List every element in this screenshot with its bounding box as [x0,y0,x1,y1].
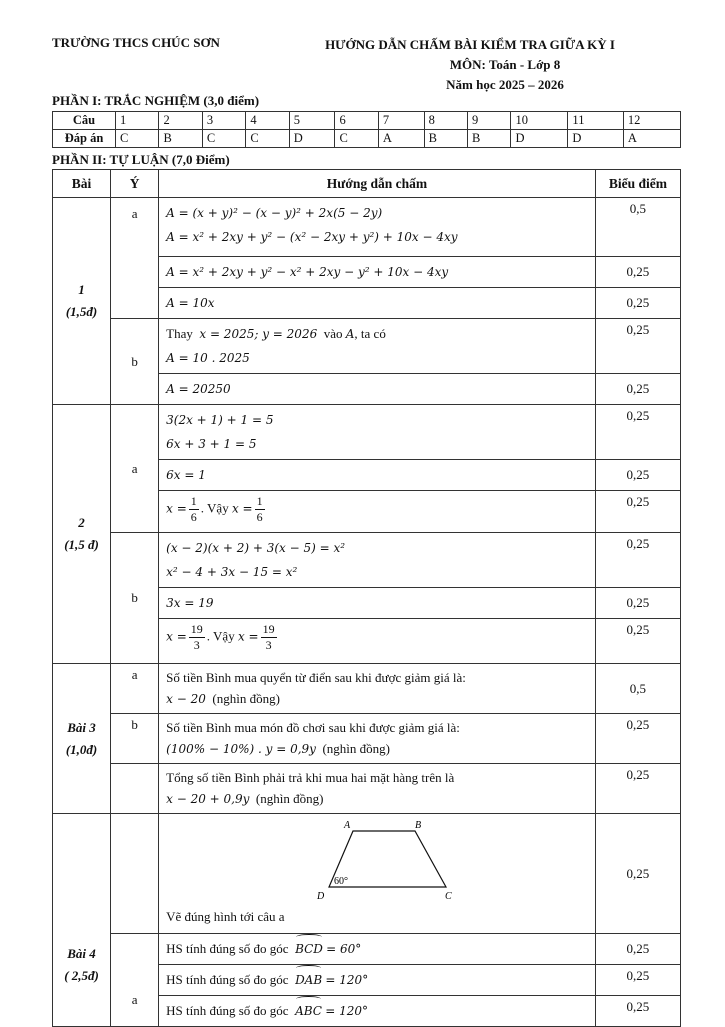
problem-points: (1,5đ) [65,304,98,319]
grading-header-row [53,170,681,198]
point-value: 0,25 [595,533,680,588]
answer-value: B [468,130,511,148]
vertex-a-label: A [344,820,351,831]
fraction-numerator: 19 [190,622,203,636]
point-value: 0,25 [595,257,680,288]
math-line: A = 10x [166,296,215,310]
text-line: Vẽ đúng hình tới câu a [166,909,285,924]
text-fragment: . Vậy [200,500,229,516]
point-value: 0,5 [595,664,680,714]
question-header: Câu [53,112,116,130]
part1-title: PHẦN I: TRẮC NGHIỆM (3,0 điểm) [52,93,260,108]
math-fragment: = 60° [326,942,362,956]
step-cell [159,764,596,814]
answer-key-table [52,111,681,148]
fraction-denominator: 6 [256,510,263,524]
part-a-label: a [111,198,159,319]
answer-value: C [246,130,289,148]
table-row [53,764,681,814]
step-cell [159,714,596,764]
math-line: 3x = 19 [166,596,214,610]
question-number: 7 [378,112,424,130]
point-value: 0,25 [595,319,680,374]
math-line: 3(2x + 1) + 1 = 5 [166,413,274,427]
question-number: 10 [511,112,568,130]
vertex-d-label: D [317,891,325,901]
math-line: A = 20250 [166,382,231,396]
header-y: Ý [111,170,159,198]
math-fragment: = 120° [325,973,369,987]
step-cell [159,198,596,257]
math-line: (x − 2)(x + 2) + 3(x − 5) = x² [166,541,346,555]
problem-4-label [53,814,111,1027]
text-line [166,738,589,760]
question-number: 3 [202,112,245,130]
point-value: 0,25 [595,714,680,764]
answer-value: A [378,130,424,148]
text-line [166,968,589,992]
answer-value: C [335,130,378,148]
question-number: 2 [159,112,202,130]
math-line: A = 10 . 2025 [166,351,250,365]
step-cell [159,257,596,288]
question-number: 12 [623,112,680,130]
empty-cell [111,814,159,934]
step-cell [159,288,596,319]
answer-value: C [202,130,245,148]
question-number: 1 [116,112,159,130]
fraction [261,622,277,653]
table-row [53,533,681,588]
text-fragment: , ta có [354,326,386,341]
text-fragment: HS tính đúng số đo góc [166,1003,289,1018]
table-row [53,319,681,374]
math-fragment: x − 20 [166,692,206,706]
text-line: Số tiền Bình mua món đồ chơi sau khi được giảm giá là: [166,720,460,735]
answer-value: B [159,130,202,148]
text-line [166,937,589,961]
point-value: 0,25 [595,619,680,664]
document-header [300,35,640,95]
step-cell [159,533,596,588]
question-number: 11 [568,112,624,130]
math-fragment: A [345,327,355,341]
answer-value: D [289,130,335,148]
angle-label: 60° [334,876,349,887]
school-name: TRƯỜNG THCS CHÚC SƠN [52,35,220,50]
math-fragment: x − 20 + 0,9y [166,792,250,806]
answer-value: D [568,130,624,148]
text-line: Số tiền Bình mua quyển từ điển sau khi được giảm giá là: [166,670,466,685]
question-row [53,112,681,130]
problem-points: (1,0đ) [65,741,98,757]
question-number: 6 [335,112,378,130]
answer-value: C [116,130,159,148]
math-line: A = (x + y)² − (x − y)² + 2x(5 − 2y) [166,206,383,220]
trapezoid-figure [166,817,589,925]
math-fragment: x = [166,501,187,516]
part2-title: PHẦN II: TỰ LUẬN (7,0 Điểm) [52,152,230,167]
fraction [255,494,265,525]
point-value: 0,25 [595,934,680,965]
answer-header: Đáp án [53,130,116,148]
vertex-c-label: C [445,891,452,901]
math-fragment: = 120° [325,1004,368,1018]
point-value: 0,25 [595,374,680,405]
table-row [53,664,681,714]
fraction-denominator: 3 [193,638,200,652]
angle-symbol: BCD [295,937,323,961]
angle-symbol: DAB [295,968,322,992]
point-value: 0,25 [595,460,680,491]
problem-3-label [53,664,111,814]
math-fragment: x = [166,629,187,644]
point-value: 0,25 [595,996,680,1027]
vertex-b-label: B [415,820,422,831]
angle-symbol: ABC [295,999,322,1023]
subject-line: MÔN: Toán - Lớp 8 [449,57,561,72]
header-guide: Hướng dẫn chấm [159,170,596,198]
text-line [166,322,589,346]
problem-points: (1,5 đ) [64,537,99,552]
problem-number: Bài 3 [67,719,96,735]
text-fragment: vào [323,326,343,341]
trapezoid-diagram [301,819,601,901]
text-fragment: . Vậy [206,628,235,644]
text-line [166,788,589,810]
fraction-numerator: 19 [262,622,275,636]
step-cell [159,664,596,714]
fraction-denominator: 3 [265,638,272,652]
part-a-label: a [111,664,159,714]
point-value: 0,25 [595,288,680,319]
part-b-label: b [111,714,159,764]
part-a-label: a [111,405,159,533]
answer-value: B [424,130,467,148]
math-line: x² − 4 + 3x − 15 = x² [166,565,298,579]
math-fragment: (100% − 10%) . y = 0,9y [166,742,316,756]
problem-1-label [53,198,111,405]
math-fragment: x = [231,501,253,516]
problem-2-label [53,405,111,664]
text-line: Tổng số tiền Bình phải trả khi mua hai mặt hàng trên là [166,770,455,785]
math-fragment: x = [237,629,259,644]
text-fragment: HS tính đúng số đo góc [166,972,289,987]
math-line: A = x² + 2xy + y² − x² + 2xy − y² + 10x − 4xy [166,265,449,279]
empty-cell [111,764,159,814]
table-row [53,405,681,460]
part-a-label: a [111,934,159,1027]
table-row [53,198,681,257]
text-fragment: (nghìn đồng) [255,791,324,806]
problem-number: 1 [78,282,85,297]
step-cell [159,460,596,491]
math-line: 6x + 3 + 1 = 5 [166,437,257,451]
text-fragment: Thay [166,326,193,341]
math-line: A = x² + 2xy + y² − (x² − 2xy + y²) + 10x − 4xy [166,230,458,244]
point-value: 0,5 [595,198,680,257]
math-line: 6x = 1 [166,468,206,482]
table-row [53,934,681,965]
text-fragment: HS tính đúng số đo góc [166,941,289,956]
fraction-numerator: 1 [256,494,263,508]
header-bai: Bài [53,170,111,198]
table-row [53,714,681,764]
fraction [189,494,199,525]
point-value: 0,25 [595,965,680,996]
step-cell [159,405,596,460]
step-cell [159,588,596,619]
point-value: 0,25 [595,405,680,460]
step-cell [159,374,596,405]
fraction-numerator: 1 [190,494,197,508]
step-cell [159,965,596,996]
part-b-label: b [111,319,159,405]
problem-points: ( 2,5đ) [64,968,99,983]
problem-number: Bài 4 [67,946,96,961]
question-number: 8 [424,112,467,130]
step-cell [159,319,596,374]
answer-value: D [511,130,568,148]
fraction [189,622,205,653]
text-fragment: (nghìn đồng) [322,741,390,756]
question-number: 5 [289,112,335,130]
fraction-denominator: 6 [190,510,197,524]
text-fragment: (nghìn đồng) [212,691,280,706]
text-line [166,494,589,525]
answer-row [53,130,681,148]
math-fragment: x = 2025; y = 2026 [199,327,318,341]
grading-table [52,169,681,1027]
question-number: 9 [468,112,511,130]
point-value: 0,25 [595,588,680,619]
text-line [166,622,589,653]
step-cell [159,491,596,533]
step-cell [159,619,596,664]
text-line [166,688,589,710]
point-value: 0,25 [595,491,680,533]
figure-cell [159,814,596,934]
answer-value: A [623,130,680,148]
problem-number: 2 [78,515,85,530]
text-line [166,999,589,1023]
step-cell [159,996,596,1027]
question-number: 4 [246,112,289,130]
header-points: Biểu điểm [595,170,680,198]
document-title: HƯỚNG DẪN CHẤM BÀI KIỂM TRA GIỮA KỲ I [325,37,615,52]
part-b-label: b [111,533,159,664]
table-row [53,814,681,934]
point-value: 0,25 [595,764,680,814]
step-cell [159,934,596,965]
point-value: 0,25 [595,814,680,934]
school-year: Năm học 2025 – 2026 [446,77,564,92]
